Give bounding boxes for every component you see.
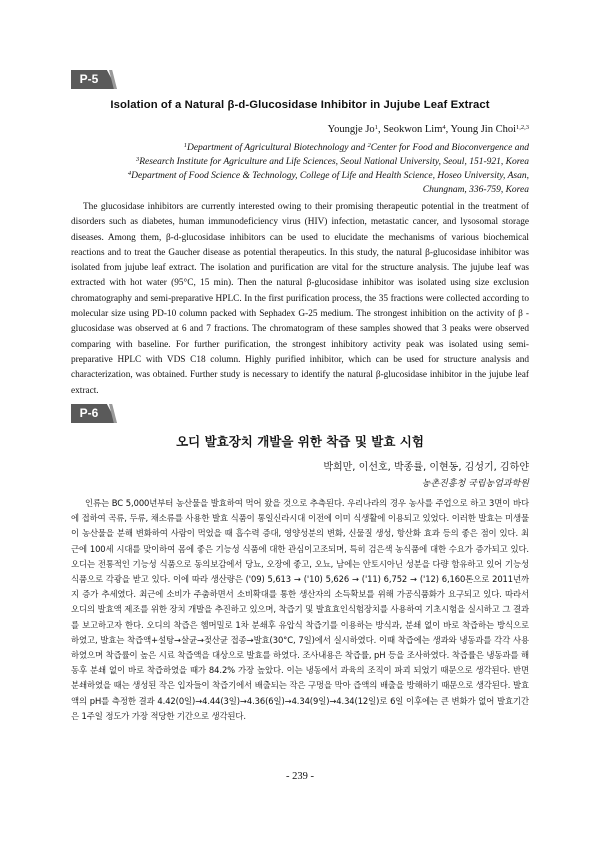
paper-title-1: Isolation of a Natural β-d-Glucosidase Inhibitor in Jujube Leaf Extract	[110, 99, 490, 111]
page-number: - 239 -	[286, 771, 314, 782]
badge-label: P-6	[79, 406, 99, 420]
author-affiliation-mark: 1,2,3	[516, 124, 529, 131]
affiliation-line: $^4$Department of Food Science & Technology, College of Life and Health Science, Hoseo University, Asan,	[127, 170, 529, 181]
affiliation-line: $^1$Department of Agricultural Biotechnology and $^2$Center for Food and Bioconvergence and	[183, 142, 529, 153]
section-badge-p5	[71, 70, 117, 89]
author-name: Seokwon Lim	[383, 124, 443, 135]
paper-title-2: 오디 발효장치 개발을 위한 착즙 및 발효 시험	[176, 434, 424, 449]
author-name: Youngje Jo	[327, 124, 375, 135]
section-badge-p6	[71, 404, 117, 423]
affiliation-line: $^3$Research Institute for Agriculture and Life Sciences, Seoul National University, Seoul, 151-921, Korea	[135, 156, 529, 167]
institution: 농촌진흥청 국립농업과학원	[421, 479, 529, 489]
author-affiliation-mark: 4	[442, 124, 446, 131]
author-list-1: Youngje Jo$^1$, Seokwon Lim$^4$, Young Jin Choi$^{1,2,3}$	[327, 124, 529, 135]
author-list-2: 박희만, 이선호, 박종률, 이현동, 김성기, 김하얀	[323, 462, 529, 473]
author-affiliation-mark: 1	[374, 124, 378, 131]
body-text: 인류는 BC 5,000년부터 농산물을 발효하여 먹어 왔을 것으로 추측된다. 우리나라의 경우 농사를 주업으로 하고 3면이 바다에 접하여 곡류, 두류, 채소류를 사용한 발효 식품이 통일신라시대 이전에 이미 식생활에 이용되고 있었다. 이러한 발효는 미생물이 농산물을 분해 변화하여 사람이 먹었을 때 흡수력 증대, 영양성분의 변화, 신물질 생성, 항산화 효과 등의 좋은 점이 있다. 최근에 100세 시대를 맞이하여 몸에 좋은 기능성 식품에 대한 관심이고조되며, 특히 검은색 농식품에 대한 수요가 증가되고 있다. 오디는 전통적인 기능성 식품으로 동의보감에서 당뇨, 오장에 좋고, 오뇨, 남에는 안토시아닌 성분을 다량 함유하고 있어 기능성 식품으로 각광을 받고 있다. 이에 따라 생산량은 ('09) 5,613 → ('10) 5,626 → ('11) 6,752 → ('12) 6,160톤으로 2011년까지 증가 추세였다. 최근에 소비가 주춤하면서 소비확대를 통한 생산자의 소득확보를 위해 가공식품화가 요구되고 있다. 따라서 오디의 발효액 제조를 위한 장치 개발을 추진하고 있으며, 착즙기 및 발효효인식험장치를 사용하여 기초시험을 실시하고 그 결과를 보고하고자 한다. 오디의 착즙은 헴머밀로 1차 분쇄후 유압식 착즙기를 이용하는 방식과, 분쇄 없이 바로 착즙하는 방식으로 하였고, 발효는 착즙액+설탕→살균→젖산균 접종→발효(30°C, 7일)에서 실시하였다. 이때 착즙에는 생과와 냉동과를 각각 사용하였으며 착즙률이 높은 시료 착즙액을 대상으로 발효를 하였다. 조사내용은 착즙률, pH 등을 조사하였다. 착즙률은 냉동과를 해동후 분쇄 없이 바로 착즙하였을 때가 84.2% 가장 높았다. 이는 냉동에서 과육의 조직이 파괴 되었기 때문으로 생각된다. 반면 분쇄하였을 때는 생성된 작은 입자들이 착즙기에서 배출되는 작은 구멍을 막아 즙액의 배출을 방해하기 때문으로 생각된다. 발효액의 pH를 측정한 결과 4.42(0일)→4.44(3일)→4.36(6일)→4.34(9일)→4.34(12일)로 6일 이후에는 큰 변화가 없어 발효기간은 1주일 정도가 가장 적당한 기간으로 생각된다.	[71, 498, 529, 721]
author-name: Young Jin Choi	[450, 124, 516, 135]
abstract-text: The glucosidase inhibitors are currently interested owing to their promising therapeutic potential in the treatment of disorders such as diabetes, human immunodeficiency virus (HIV) infection, metastatic cancer, and lysosomal storage diseases. Among them, β-d-glucosidase inhibitors can be used to elucidate the mechanisms of various biochemical reactions and to treat the Gaucher disease as potential therapeutics. In this study, the natural β-glucosidase inhibitor was isolated from jujube leaf extract. The isolation and purification are vital for the structure analysis. The jujube leaf was extracted with hot water (95°C, 15 min). Then the natural β-glucosidase inhibitor was isolated using size exclusion chromatography and semi-preparative HPLC. In the first purification process, the 35 fractions were collected according to molecular size using PD-10 column packed with Sephadex G-25 medium. The strongest inhibition on the activity of β -glucosidase was observed at 6 and 7 fractions. The chromatogram of these samples showed that 3 peaks were observed comparing with baseline. For further purification, the strongest inhibitory activity peak was isolated using semi-preparative HPLC with VDS C18 column. Highly purified inhibitor, which can be used for structure analysis and characterization, was obtained. Further study is necessary to identify the natural β-glucosidase inhibitor in the jujube leaf extract.	[71, 202, 529, 396]
affiliation-line: Chungnam, 336-759, Korea	[422, 185, 529, 195]
badge-label: P-5	[79, 72, 99, 86]
